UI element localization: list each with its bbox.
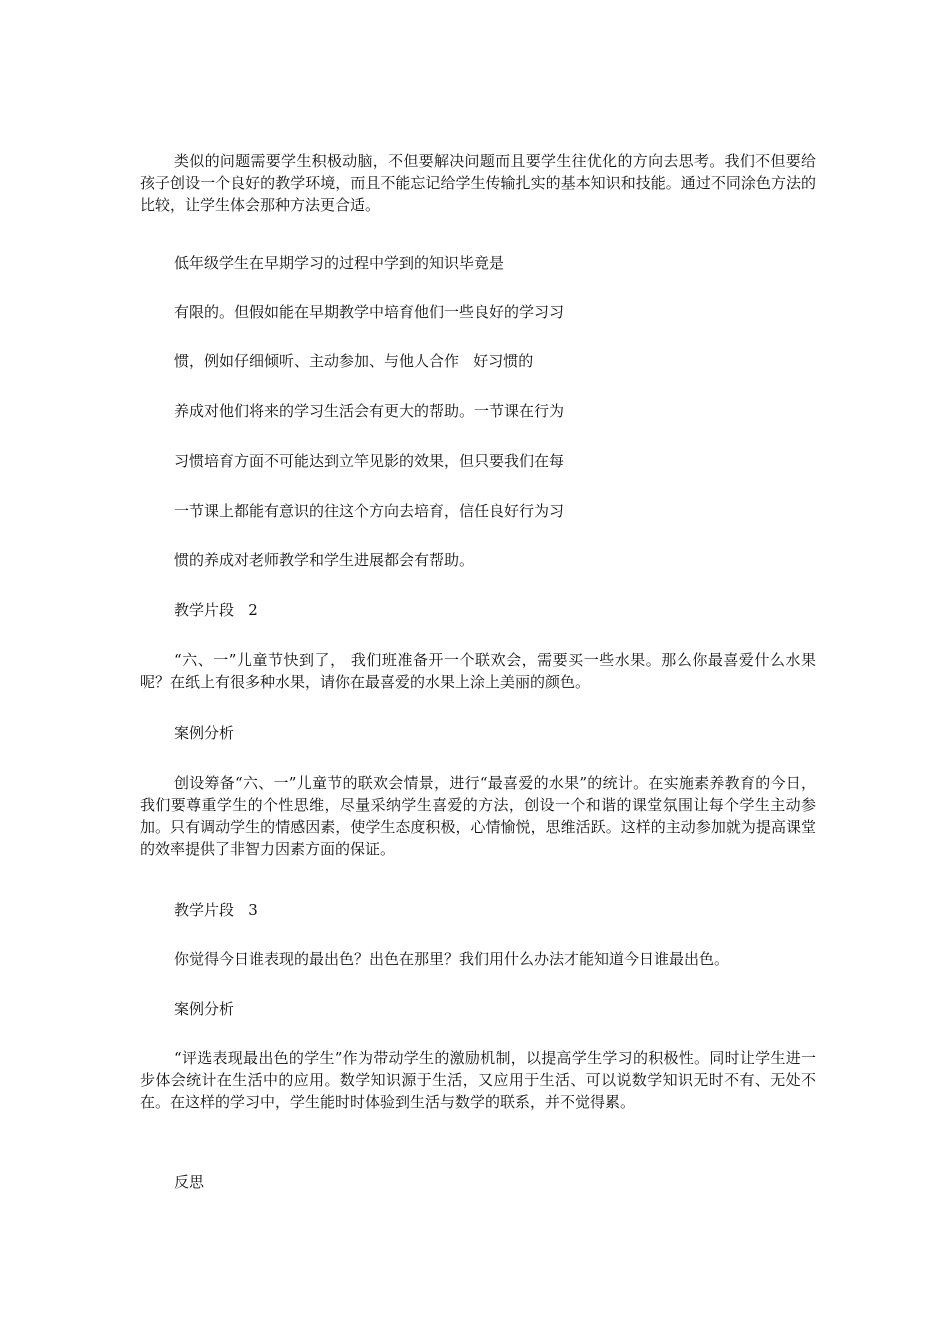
paragraph-line-4: 养成对他们将来的学习生活会有更大的帮助。一节课在行为 <box>174 402 565 420</box>
paragraph-line-3: 惯，例如仔细倾听、主动参加、与他人合作 好习惯的 <box>174 352 534 370</box>
paragraph-line-7: 惯的养成对老师教学和学生进展都会有帮助。 <box>174 551 475 569</box>
paragraph-line-6: 一节课上都能有意识的往这个方向去培育，信任良好行为习 <box>174 502 565 520</box>
paragraph-childrens-day: “六、一”儿童节快到了， 我们班准备开一个联欢会，需要买一些水果。那么你最喜爱什么水果呢？在纸上有很多种水果，请你在最喜爱的水果上涂上美丽的颜色。 <box>140 651 816 691</box>
paragraph-case-analysis-1: 创设筹备“六、一”儿童节的联欢会情景，进行“最喜爱的水果”的统计。在实施素养教育的今日，我们要尊重学生的个性思维，尽量采纳学生喜爱的方法，创设一个和谐的课堂氛围让每个学生主动参加。只有调动学生的情感因素，使学生态度积极，心情愉悦，思维活跃。这样的主动参加就为提高课堂的效率提供了非智力因素方面的保证。 <box>140 774 816 858</box>
paragraph-line-2: 有限的。但假如能在早期教学中培育他们一些良好的学习习 <box>174 303 565 321</box>
heading-case-analysis-2: 案例分析 <box>174 1000 235 1018</box>
paragraph-optimization-thinking: 类似的问题需要学生积极动脑，不但要解决问题而且要学生往优化的方向去思考。我们不但要给孩子创设一个良好的教学环境，而且不能忘记给学生传输扎实的基本知识和技能。通过不同涂色方法的比较，让学生体会那种方法更合适。 <box>140 152 816 214</box>
paragraph-who-is-best: 你觉得今日谁表现的最出色？出色在那里？我们用什么办法才能知道今日谁最出色。 <box>174 950 730 968</box>
paragraph-line-5: 习惯培育方面不可能达到立竿见影的效果，但只要我们在每 <box>174 452 565 470</box>
heading-teaching-segment-3: 教学片段 3 <box>174 901 258 919</box>
heading-reflection: 反思 <box>174 1173 205 1191</box>
paragraph-line-1: 低年级学生在早期学习的过程中学到的知识毕竟是 <box>174 254 505 272</box>
heading-case-analysis-1: 案例分析 <box>174 724 235 742</box>
heading-teaching-segment-2: 教学片段 2 <box>174 601 258 619</box>
paragraph-case-analysis-2: “评选表现最出色的学生”作为带动学生的激励机制，以提高学生学习的积极性。同时让学生进一步体会统计在生活中的应用。数学知识源于生活，又应用于生活、可以说数学知识无时不有、无处不在。在这样的学习中，学生能时时体验到生活与数学的联系，并不觉得累。 <box>140 1049 816 1111</box>
